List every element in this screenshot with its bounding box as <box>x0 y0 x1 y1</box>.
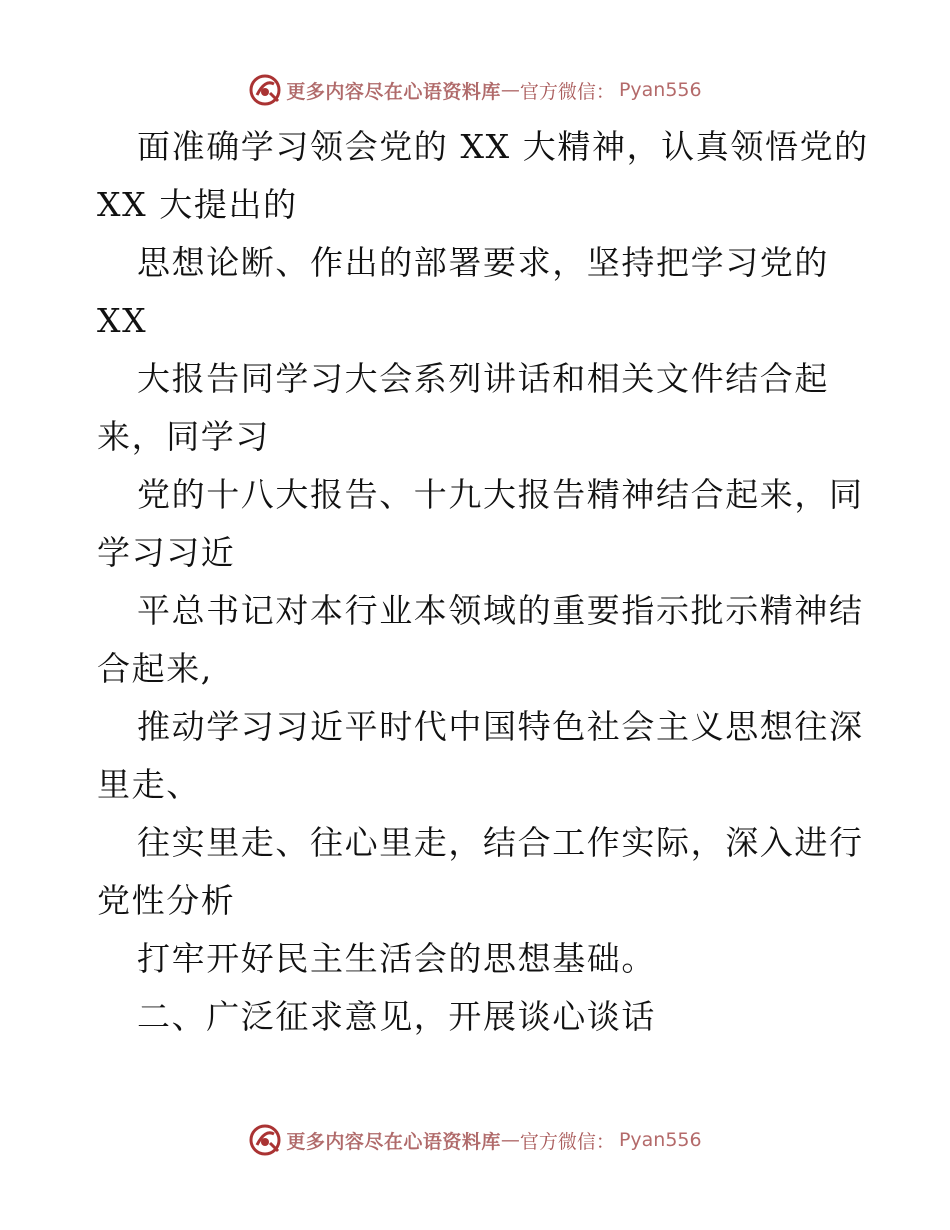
body-line-2: XX 大提出的 <box>97 185 298 224</box>
banner-dash: — <box>500 79 520 101</box>
document-body <box>97 118 869 1046</box>
banner-wechat-label: 官方微信： <box>519 80 615 103</box>
body-line-16: 二、广泛征求意见，开展谈心谈话 <box>137 997 656 1036</box>
banner-wechat-id: Pyan556 <box>618 79 702 101</box>
banner-text: 更多内容尽在心语资料库 <box>286 1130 501 1153</box>
banner-wechat-label: 官方微信： <box>519 1130 615 1153</box>
body-line-1: 面准确学习领会党的 XX 大精神，认真领悟党的 <box>137 127 869 166</box>
body-line-10: 合起来, <box>97 649 213 688</box>
body-line-8: 学习习近 <box>97 533 236 572</box>
body-line-6: 来，同学习 <box>97 417 270 456</box>
body-line-14: 党性分析 <box>97 881 236 920</box>
body-line-3: 思想论断、作出的部署要求，坚持把学习党的 <box>137 243 829 282</box>
brand-logo-icon <box>248 73 282 107</box>
body-line-11: 推动学习习近平时代中国特色社会主义思想往深 <box>137 707 864 746</box>
brand-logo-icon <box>248 1123 282 1157</box>
body-line-4: XX <box>97 301 148 340</box>
banner-text: 更多内容尽在心语资料库 <box>286 80 501 103</box>
banner-dash: — <box>500 1129 520 1151</box>
body-line-7: 党的十八大报告、十九大报告精神结合起来，同 <box>137 475 864 514</box>
body-line-15: 打牢开好民主生活会的思想基础。 <box>137 939 656 978</box>
banner-wechat-id: Pyan556 <box>618 1129 702 1151</box>
body-line-12: 里走、 <box>97 765 201 804</box>
body-line-5: 大报告同学习大会系列讲话和相关文件结合起 <box>137 359 829 398</box>
body-line-9: 平总书记对本行业本领域的重要指示批示精神结 <box>137 591 864 630</box>
footer-banner <box>0 1120 950 1160</box>
body-line-13: 往实里走、往心里走，结合工作实际，深入进行 <box>137 823 864 862</box>
header-banner <box>0 70 950 110</box>
